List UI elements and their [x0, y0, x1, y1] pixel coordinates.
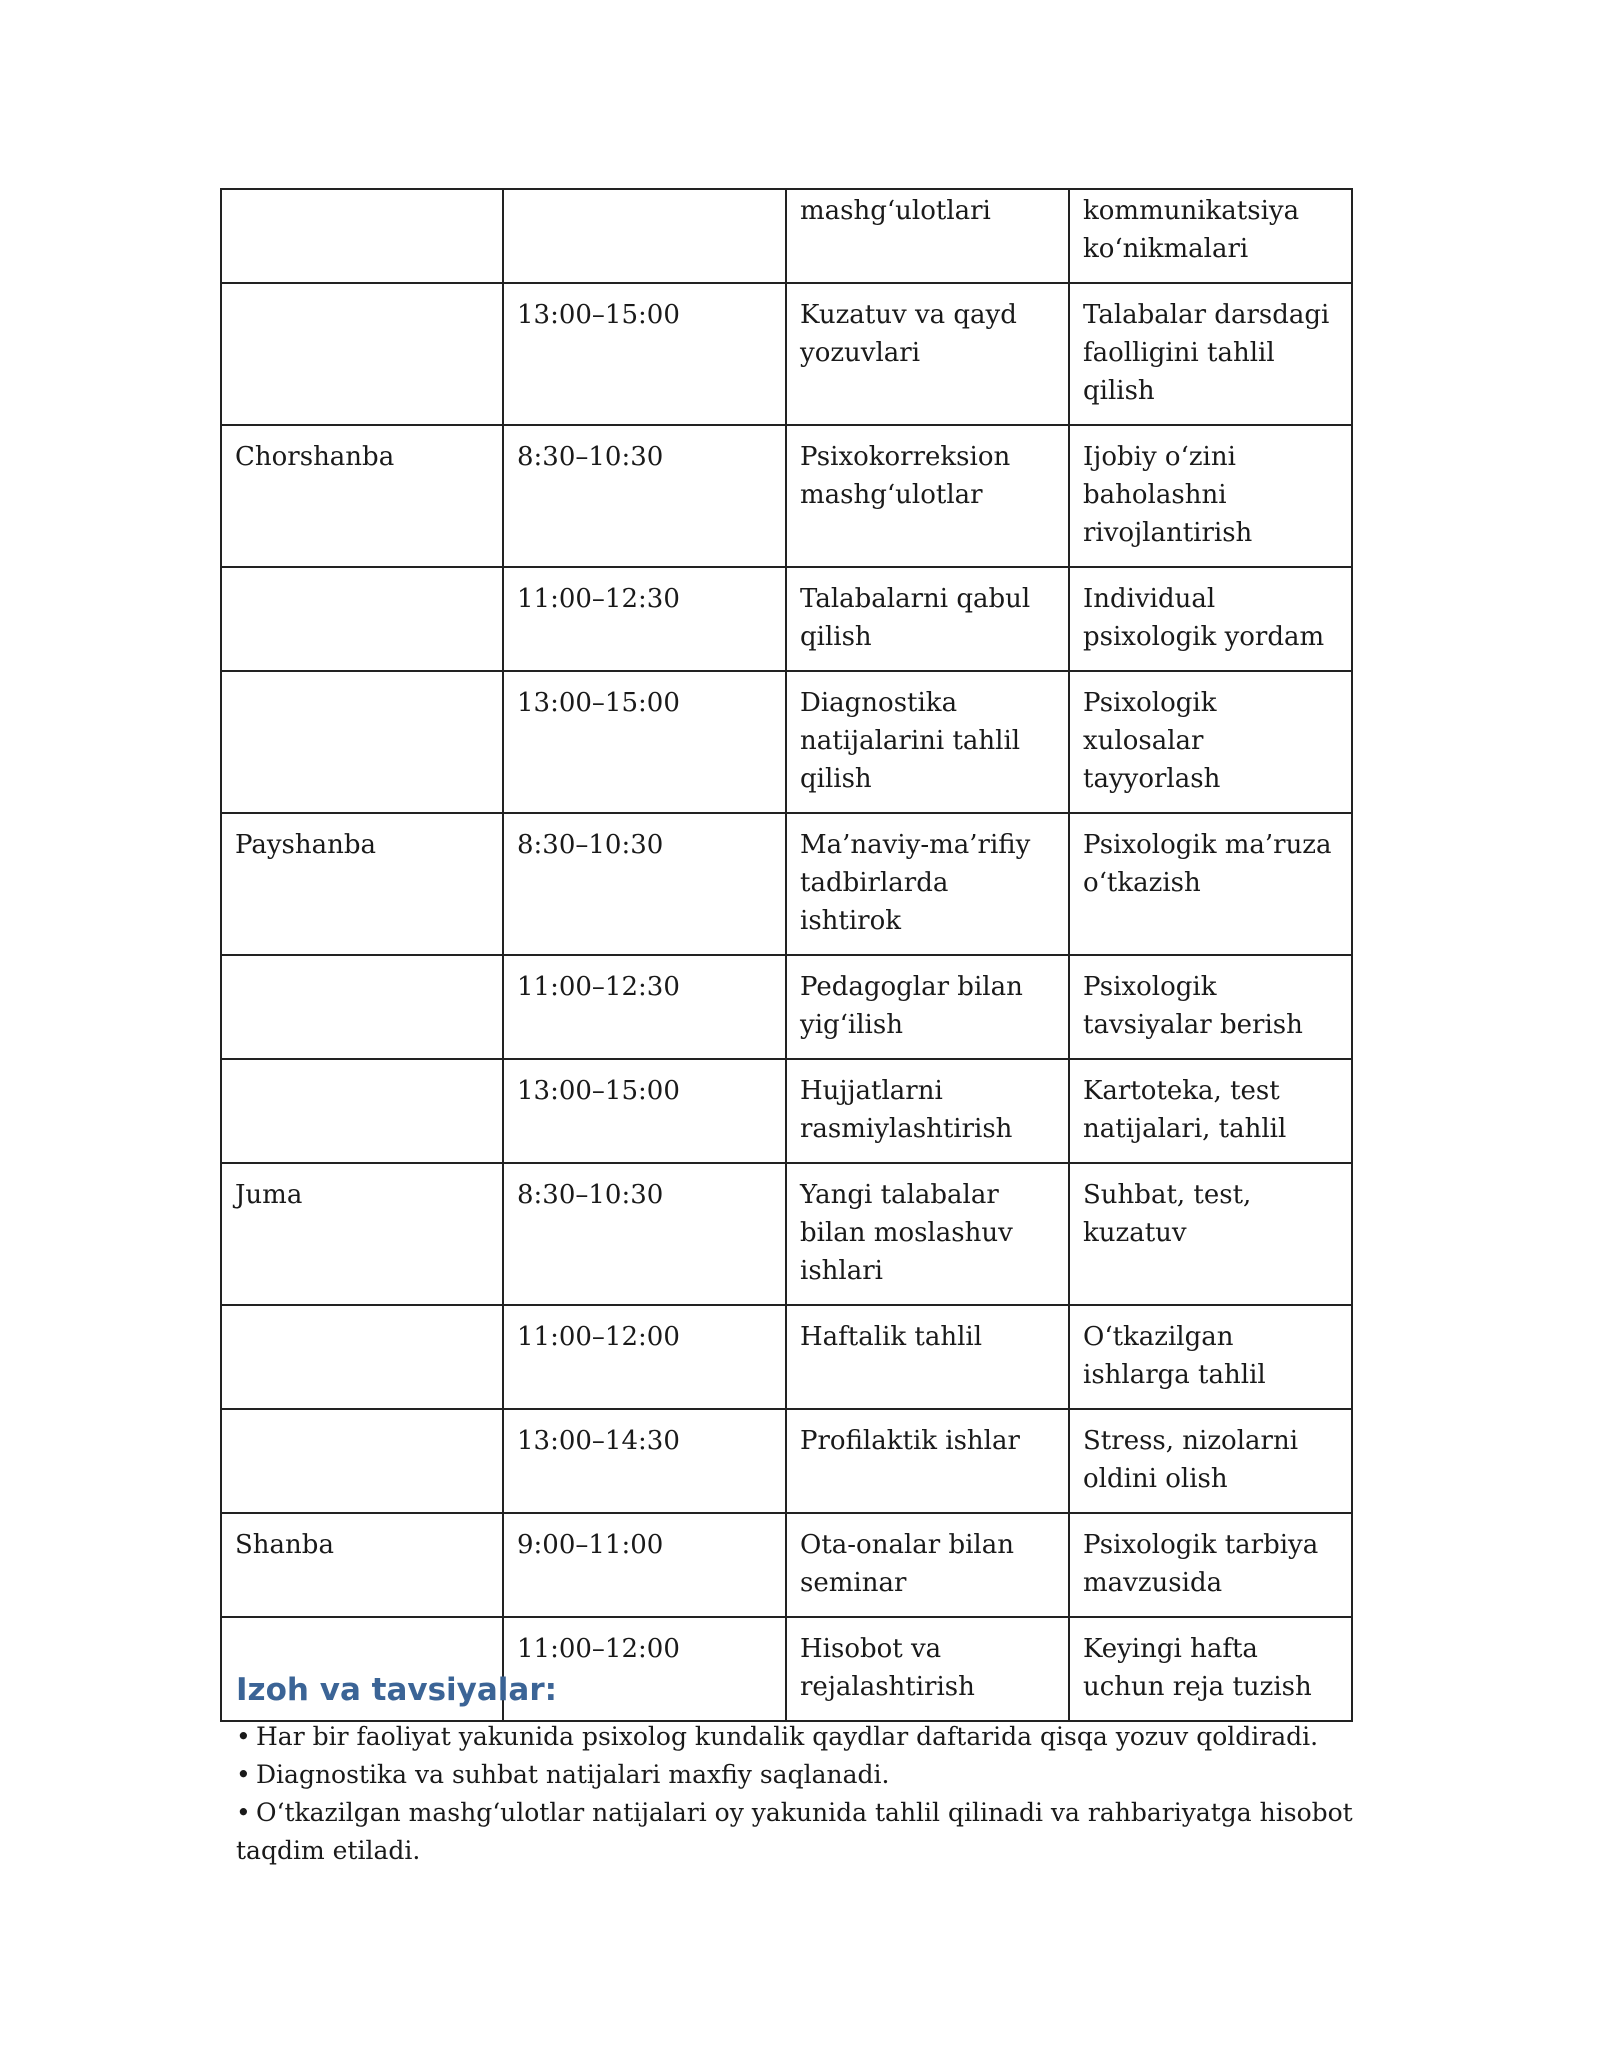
time-cell: 8:30–10:30 — [503, 425, 786, 567]
list-item — [236, 1718, 1376, 1756]
time-cell — [503, 189, 786, 283]
time-cell: 13:00–15:00 — [503, 671, 786, 813]
note-text: O‘tkazilgan mashg‘ulotlar natijalari oy yakunida tahlil qilinadi va rahbariyatga hisobot taqdim etiladi. — [236, 1798, 1353, 1865]
table-row — [221, 283, 1352, 425]
list-item — [236, 1756, 1376, 1794]
activity-cell: Pedagoglar bilan yig‘ilish — [786, 955, 1069, 1059]
day-cell — [221, 671, 503, 813]
purpose-cell: Suhbat, test, kuzatuv — [1069, 1163, 1352, 1305]
day-cell — [221, 1409, 503, 1513]
table-row — [221, 955, 1352, 1059]
activity-cell: Yangi talabalar bilan moslashuv ishlari — [786, 1163, 1069, 1305]
day-cell — [221, 1305, 503, 1409]
activity-cell: Hisobot va rejalashtirish — [786, 1617, 1069, 1721]
day-cell: Payshanba — [221, 813, 503, 955]
note-text: Diagnostika va suhbat natijalari maxfiy saqlanadi. — [256, 1760, 890, 1789]
activity-cell: Profilaktik ishlar — [786, 1409, 1069, 1513]
activity-cell: Diagnostika natijalarini tahlil qilish — [786, 671, 1069, 813]
day-cell — [221, 283, 503, 425]
purpose-cell: Psixologik tavsiyalar berish — [1069, 955, 1352, 1059]
activity-cell: Hujjatlarni rasmiylashtirish — [786, 1059, 1069, 1163]
day-cell: Juma — [221, 1163, 503, 1305]
time-cell: 13:00–14:30 — [503, 1409, 786, 1513]
table-row — [221, 1305, 1352, 1409]
purpose-cell: Ijobiy o‘zini baholashni rivojlantirish — [1069, 425, 1352, 567]
schedule-table — [220, 188, 1353, 1722]
purpose-cell: Talabalar darsdagi faolligini tahlil qilish — [1069, 283, 1352, 425]
purpose-cell: O‘tkazilgan ishlarga tahlil — [1069, 1305, 1352, 1409]
notes-heading: Izoh va tavsiyalar: — [236, 1672, 558, 1708]
bullet-icon: • — [236, 1722, 251, 1751]
note-text: Har bir faoliyat yakunida psixolog kundalik qaydlar daftarida qisqa yozuv qoldiradi. — [256, 1722, 1319, 1751]
time-cell: 11:00–12:30 — [503, 955, 786, 1059]
activity-cell: Ma’naviy-ma’rifiy tadbirlarda ishtirok — [786, 813, 1069, 955]
table-row — [221, 1059, 1352, 1163]
time-cell: 11:00–12:30 — [503, 567, 786, 671]
time-cell: 11:00–12:00 — [503, 1305, 786, 1409]
time-cell: 11:00–12:00 — [503, 1617, 786, 1721]
time-cell: 8:30–10:30 — [503, 1163, 786, 1305]
day-cell — [221, 189, 503, 283]
table-row — [221, 189, 1352, 283]
purpose-cell: Kartoteka, test natijalari, tahlil — [1069, 1059, 1352, 1163]
day-cell — [221, 567, 503, 671]
activity-cell: Talabalarni qabul qilish — [786, 567, 1069, 671]
table-row — [221, 1513, 1352, 1617]
activity-cell: Psixokorreksion mashg‘ulotlar — [786, 425, 1069, 567]
activity-cell: mashg‘ulotlari — [786, 189, 1069, 283]
time-cell: 13:00–15:00 — [503, 283, 786, 425]
table-row — [221, 671, 1352, 813]
table-row — [221, 813, 1352, 955]
bullet-icon: • — [236, 1798, 251, 1827]
activity-cell: Kuzatuv va qayd yozuvlari — [786, 283, 1069, 425]
day-cell: Shanba — [221, 1513, 503, 1617]
day-cell — [221, 955, 503, 1059]
notes-list — [236, 1718, 1376, 1870]
purpose-cell: Psixologik ma’ruza o‘tkazish — [1069, 813, 1352, 955]
activity-cell: Haftalik tahlil — [786, 1305, 1069, 1409]
time-cell: 9:00–11:00 — [503, 1513, 786, 1617]
table-row — [221, 1409, 1352, 1513]
time-cell: 8:30–10:30 — [503, 813, 786, 955]
table-row — [221, 567, 1352, 671]
table-row — [221, 425, 1352, 567]
table-row — [221, 1163, 1352, 1305]
purpose-cell: Stress, nizolarni oldini olish — [1069, 1409, 1352, 1513]
purpose-cell: Psixologik xulosalar tayyorlash — [1069, 671, 1352, 813]
list-item — [236, 1794, 1376, 1870]
day-cell — [221, 1059, 503, 1163]
purpose-cell: Keyingi hafta uchun reja tuzish — [1069, 1617, 1352, 1721]
purpose-cell: kommunikatsiya ko‘nikmalari — [1069, 189, 1352, 283]
activity-cell: Ota-onalar bilan seminar — [786, 1513, 1069, 1617]
time-cell: 13:00–15:00 — [503, 1059, 786, 1163]
purpose-cell: Individual psixologik yordam — [1069, 567, 1352, 671]
bullet-icon: • — [236, 1760, 251, 1789]
purpose-cell: Psixologik tarbiya mavzusida — [1069, 1513, 1352, 1617]
day-cell: Chorshanba — [221, 425, 503, 567]
notes-section — [236, 1668, 1376, 1870]
